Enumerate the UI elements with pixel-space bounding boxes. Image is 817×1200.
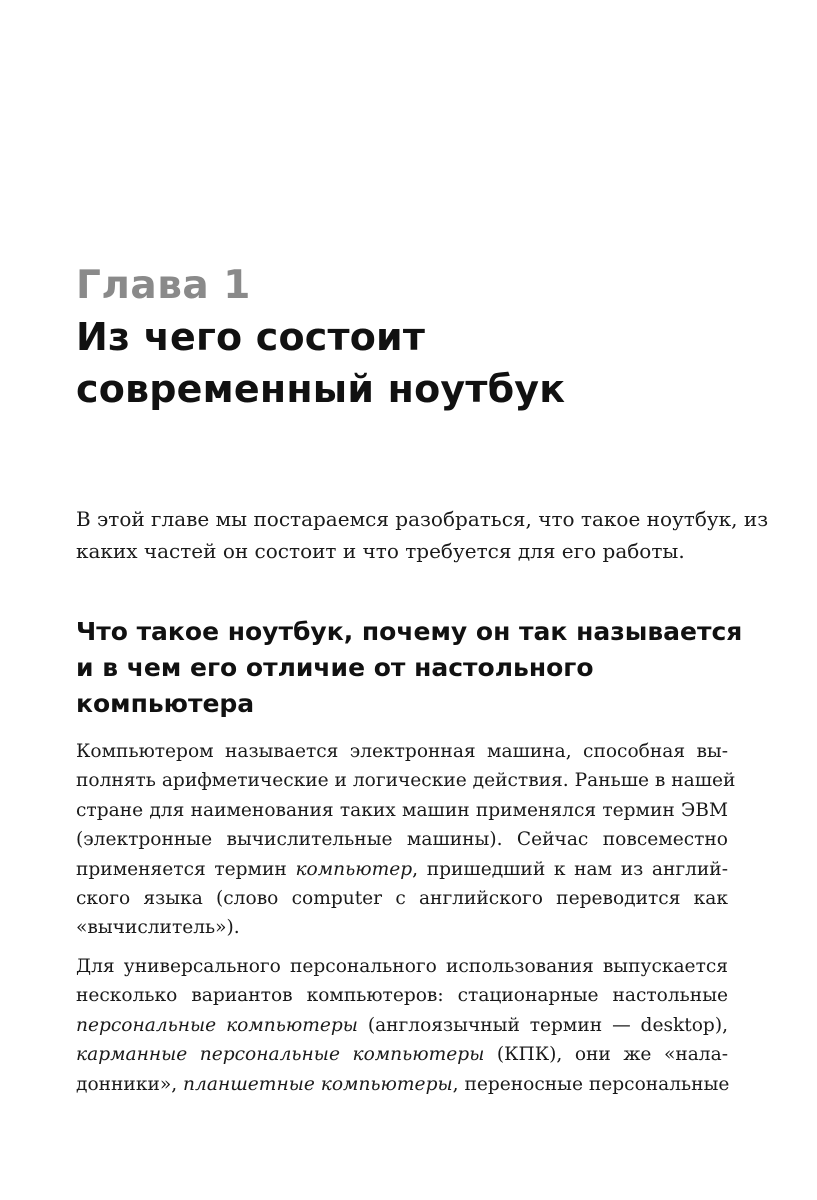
section-heading — [76, 614, 756, 722]
text-run: , пришедший к нам из англий- — [412, 858, 728, 880]
text-run: , переносные персональные — [452, 1073, 730, 1095]
text-run: (КПК), они же «нала- — [484, 1044, 728, 1066]
paragraph-line — [76, 1011, 728, 1040]
paragraph-line — [76, 855, 728, 884]
paragraph-line: «вычислитель»). — [76, 917, 240, 939]
emphasis-term: компьютер — [295, 858, 413, 880]
section-heading-line: компьютера — [76, 689, 255, 718]
chapter-title-line: современный ноутбук — [76, 367, 566, 411]
paragraph-line: несколько вариантов компьютеров: стационарные настольные — [76, 985, 728, 1007]
emphasis-term: персональные компьютеры — [76, 1014, 358, 1036]
paragraph-line: (электронные вычислительные машины). Сейчас повсеместно — [76, 829, 728, 851]
emphasis-term: планшетные компьютеры — [183, 1073, 453, 1095]
paragraph-line — [76, 1070, 728, 1099]
paragraph-line: стране для наименования таких машин применялся термин ЭВМ — [76, 799, 728, 821]
paragraph-line — [76, 1040, 728, 1069]
paragraph-line: Для универсального персонального использования выпускается — [76, 956, 728, 977]
paragraph-line: ского языка (слово computer с английского переводится как — [76, 888, 728, 910]
chapter-number: Глава 1 — [76, 263, 251, 308]
chapter-intro — [76, 503, 769, 567]
text-run: применяется термин — [76, 858, 296, 880]
emphasis-term: карманные персональные компьютеры — [76, 1044, 485, 1066]
chapter-title-line: Из чего состоит — [76, 315, 426, 359]
intro-line: каких частей он состоит и что требуется для его работы. — [76, 539, 685, 563]
paragraph-line: Компьютером называется электронная машина, способная вы- — [76, 741, 728, 762]
body-paragraph-1 — [76, 737, 736, 943]
chapter-title — [76, 311, 756, 415]
section-heading-line: Что такое ноутбук, почему он так называется — [76, 617, 743, 646]
text-run: (англоязычный термин — desktop), — [357, 1014, 729, 1036]
section-heading-line: и в чем его отличие от настольного — [76, 653, 594, 682]
paragraph-line: полнять арифметические и логические действия. Раньше в нашей — [76, 770, 736, 792]
body-paragraph-2 — [76, 952, 728, 1099]
intro-line: В этой главе мы постараемся разобраться, что такое ноутбук, из — [76, 507, 769, 531]
text-run: донники», — [76, 1073, 184, 1095]
